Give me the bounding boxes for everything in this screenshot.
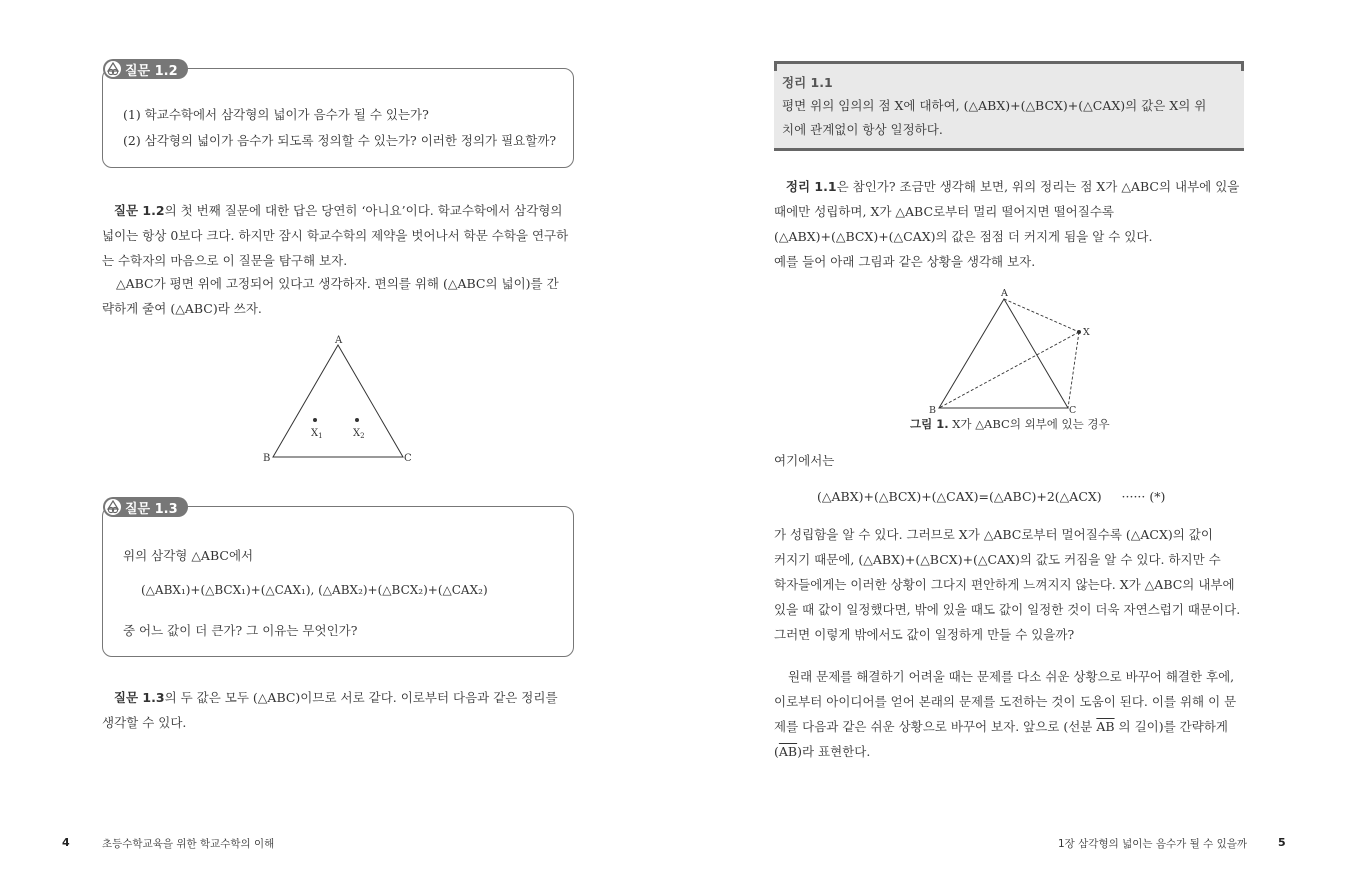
theorem-line: 치에 관계없이 항상 일정하다.	[782, 122, 943, 137]
question-tag-label: 질문 1.2	[125, 63, 178, 79]
question-formula: (△ABX₁)+(△BCX₁)+(△CAX₁), (△ABX₂)+(△BCX₂)+(△CAX₂)	[141, 583, 488, 597]
theorem-title: 정리 1.1	[782, 75, 833, 90]
text-line: 의 길이)를 간략하게	[1118, 719, 1228, 734]
text-line: 학자들에게는 이러한 상황이 그다지 편안하게 느껴지지 않는다. X가 △ABC의 내부에	[774, 577, 1235, 592]
paragraph	[774, 522, 1254, 647]
vertex-label-c: C	[404, 453, 412, 464]
vertex-label-a: A	[335, 335, 343, 346]
page-number: 4	[62, 836, 70, 849]
ref-theorem: 정리 1.1	[785, 179, 837, 194]
label-x1: $X_1$	[311, 428, 323, 440]
text-line: 생각할 수 있다.	[102, 715, 187, 730]
question-line: 위의 삼각형 △ABC에서	[123, 548, 254, 563]
theorem-line: 평면 위의 임의의 점 X에 대하여, (△ABX)+(△BCX)+(△CAX)의 값은 X의 위	[782, 98, 1207, 113]
vertex-label-b: B	[263, 453, 271, 464]
text-line: 의 두 값은 모두 (△ABC)이므로 서로 같다. 이로부터 다음과 같은 정리를	[164, 690, 558, 705]
figure-caption-text: X가 △ABC의 외부에 있는 경우	[952, 417, 1110, 431]
text-line: 있을 때 값이 일정했다면, 밖에 있을 때도 값이 일정한 것이 더욱 자연스럽기 때문이다.	[774, 602, 1241, 617]
vertex-label-a: A	[1001, 288, 1008, 299]
text-line: 략하게 줄여 (△ABC)라 쓰자.	[102, 301, 262, 316]
left-page	[0, 0, 672, 895]
paragraph	[102, 198, 576, 273]
label-x: X	[1083, 327, 1090, 338]
label-x2: $X_2$	[353, 428, 365, 440]
point-x1	[313, 418, 317, 422]
text-line: 그러면 이렇게 밖에서도 값이 일정하게 만들 수 있을까?	[774, 627, 1075, 642]
text-line: 때에만 성립하며, X가 △ABC로부터 멀리 떨어지면 떨어질수록	[774, 204, 1114, 219]
question-tag-label: 질문 1.3	[125, 501, 178, 517]
text-line: 여기에서는	[774, 453, 835, 468]
text-line: 이로부터 아이디어를 얻어 본래의 문제를 도전하는 것이 도움이 된다. 이를 위해 이 문	[774, 694, 1237, 709]
ref-question: 질문 1.3	[113, 690, 165, 705]
text-line: 는 수학자의 마음으로 이 질문을 탐구해 보자.	[102, 253, 348, 268]
text-line: )라 표현한다.	[797, 744, 871, 759]
formula-line: (△ABX)+(△BCX)+(△CAX)=(△ABC)+2(△ACX) ······ (*)	[817, 489, 1166, 504]
point-x2	[355, 418, 359, 422]
question-shapes-icon	[105, 61, 121, 77]
theorem-box	[774, 61, 1244, 151]
right-page	[672, 0, 1345, 895]
text-line: △ABC가 평면 위에 고정되어 있다고 생각하자. 편의를 위해 (△ABC의 넓이)를 간	[116, 276, 559, 291]
question-box-1-3	[102, 501, 574, 657]
text-line: (△ABX)+(△BCX)+(△CAX)의 값은 점점 더 커지게 됨을 알 수 있다.	[774, 229, 1153, 244]
text-line: 원래 문제를 해결하기 어려울 때는 문제를 다소 쉬운 상황으로 바꾸어 해결한 후에,	[788, 669, 1235, 684]
question-tag	[103, 59, 188, 79]
vertex-label-b: B	[929, 405, 936, 416]
segment-ab: $\overline{AB}$	[1096, 719, 1115, 734]
triangle-figure	[258, 330, 418, 465]
text-line: 제를 다음과 같은 쉬운 상황으로 바꾸어 보자. 앞으로 (선분	[774, 719, 1097, 734]
question-shapes-icon	[105, 499, 121, 515]
paragraph	[774, 664, 1254, 764]
page-number: 5	[1278, 836, 1286, 849]
text-line: 은 참인가? 조금만 생각해 보면, 위의 정리는 점 X가 △ABC의 내부에 있을	[836, 179, 1240, 194]
ref-question: 질문 1.2	[113, 203, 165, 218]
paragraph	[102, 685, 576, 735]
point-x	[1077, 330, 1081, 334]
running-footer: 초등수학교육을 위한 학교수학의 이해	[102, 838, 275, 850]
segment-ab: $\overline{AB}$	[778, 744, 798, 759]
text-line: 가 성립함을 알 수 있다. 그러므로 X가 △ABC로부터 멀어질수록 (△ACX)의 값이	[774, 527, 1213, 542]
paragraph	[774, 174, 1248, 274]
figure-caption	[910, 416, 1110, 432]
text-line: 넓이는 항상 0보다 크다. 하지만 잠시 학교수학의 제약을 벗어나서 학문 수학을 연구하	[102, 228, 569, 243]
question-line: (1) 학교수학에서 삼각형의 넓이가 음수가 될 수 있는가?	[123, 107, 429, 122]
question-box-1-2	[102, 63, 574, 168]
text-line: 커지기 때문에, (△ABX)+(△BCX)+(△CAX)의 값도 커짐을 알 수 있다. 하지만 수	[774, 552, 1221, 567]
vertex-label-c: C	[1069, 405, 1077, 416]
running-footer: 1장 삼각형의 넓이는 음수가 될 수 있을까	[1058, 838, 1247, 850]
figure-caption-label: 그림 1.	[910, 417, 949, 431]
question-line: 중 어느 값이 더 큰가? 그 이유는 무엇인가?	[123, 623, 358, 638]
text-line: 예를 들어 아래 그림과 같은 상황을 생각해 보자.	[774, 254, 1036, 269]
text-line: 의 첫 번째 질문에 대한 답은 당연히 ‘아니요’이다. 학교수학에서 삼각형의	[164, 203, 563, 218]
question-tag	[103, 497, 188, 517]
triangle-figure-exterior	[924, 285, 1099, 417]
question-line: (2) 삼각형의 넓이가 음수가 되도록 정의할 수 있는가? 이러한 정의가 필요할까?	[123, 133, 557, 148]
paragraph	[102, 271, 576, 321]
text-line: (	[774, 744, 779, 759]
